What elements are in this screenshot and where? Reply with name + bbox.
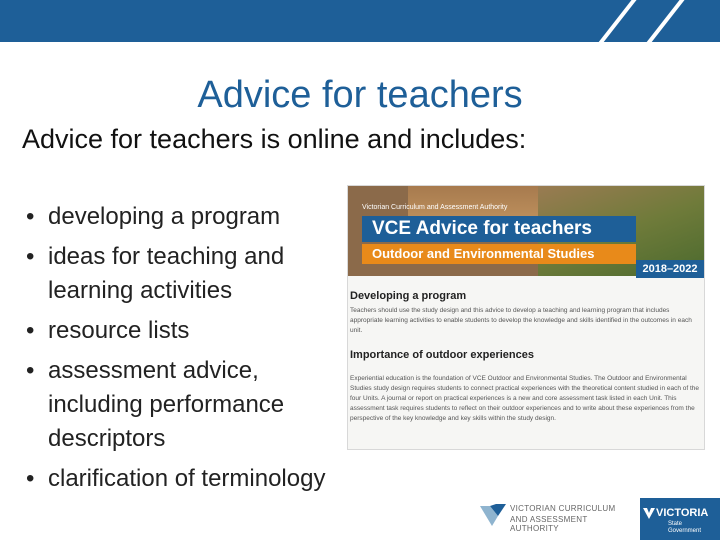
vcaa-logo-icon [478,500,508,530]
bullet-glyph: • [26,465,35,492]
slide-subtitle: Advice for teachers is online and includes: [22,124,527,154]
bullet-text: resource lists [48,317,190,344]
document-years: 2018–2022 [636,260,704,278]
header-stripe [585,0,645,42]
vcaa-name-line2: AND ASSESSMENT AUTHORITY [510,515,588,533]
document-heading: VCE Advice for teachers [362,216,636,242]
bullet-item [18,200,338,234]
bullet-item [18,354,338,456]
victoria-logo-icon [642,506,656,520]
bullet-glyph: • [26,243,35,270]
victoria-logo-subtext: State Government [668,521,702,534]
header-stripe [633,0,693,42]
bullet-text: clarification of terminology [48,465,326,492]
section-text: Experiential education is the foundation of VCE Outdoor and Environmental Studies. The Outdoor and Environmental Studies study design requires students to connect practical experiences with the theoretical content studied in each of the four Units. A journal or report on practical experiences is a new and core assessment task listed in each Unit. This assessment task requires students to reflect on their outdoor experiences and to write about these experiences from the perspective of the key knowledge and key skills within the study design. [350,375,700,422]
bullet-glyph: • [26,203,35,230]
bullet-item [18,314,338,348]
bullet-text: developing a program [48,203,281,230]
vcaa-logo [478,500,638,532]
bullet-glyph: • [26,317,35,344]
vcaa-name-line1: VICTORIAN CURRICULUM [510,504,616,513]
section-title: Developing a program [350,290,467,302]
bullet-list [18,200,338,502]
section-text: Teachers should use the study design and this advice to develop a teaching and learning program that includes appropriate learning activities to enable students to develop the knowledge and skills identified in the outcomes in each unit. [350,307,692,334]
bullet-glyph: • [26,357,35,384]
document-subject: Outdoor and Environmental Studies [362,244,636,264]
victoria-logo [640,498,720,540]
bullet-text: assessment advice, including performance descriptors [48,357,285,452]
bullet-item [18,240,338,308]
section-title: Importance of outdoor experiences [350,349,534,361]
slide-title: Advice for teachers [197,74,523,116]
advice-document-thumbnail [347,185,705,450]
bullet-item [18,462,338,496]
victoria-logo-text: VICTORIA [656,507,709,519]
bullet-text: ideas for teaching and learning activities [48,243,285,304]
document-authority: Victorian Curriculum and Assessment Authority [362,204,508,211]
header-bar [0,0,720,42]
